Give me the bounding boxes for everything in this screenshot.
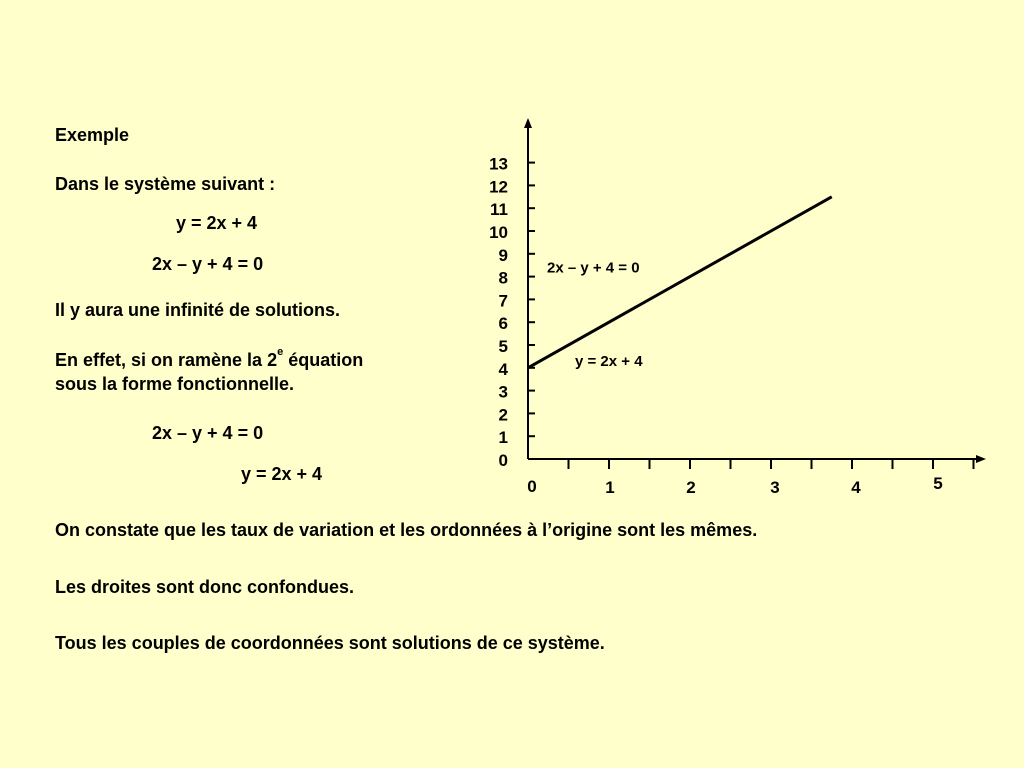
y-tick-label: 9 bbox=[498, 245, 508, 265]
heading: Exemple bbox=[55, 125, 130, 145]
transform-equation-2: y = 2x + 4 bbox=[241, 464, 323, 484]
y-tick-label: 8 bbox=[498, 268, 508, 288]
transform-equation-1: 2x – y + 4 = 0 bbox=[152, 423, 264, 443]
y-tick-label: 12 bbox=[489, 177, 508, 197]
x-tick-label: 5 bbox=[933, 474, 943, 493]
line-annotation: y = 2x + 4 bbox=[575, 352, 643, 370]
x-tick-label: 4 bbox=[851, 478, 861, 497]
x-axis-arrow bbox=[976, 455, 986, 463]
y-tick-label: 6 bbox=[498, 314, 508, 334]
effect-text-part1: En effet, si on ramène la 2 bbox=[55, 350, 278, 370]
y-tick-label: 7 bbox=[498, 291, 508, 311]
conclusion-text-1: On constate que les taux de variation et les ordonnées à l’origine sont les mêmes. bbox=[55, 520, 758, 540]
y-tick-label: 1 bbox=[498, 428, 508, 448]
y-tick-label: 13 bbox=[489, 154, 508, 174]
x-tick-label: 0 bbox=[527, 477, 537, 496]
intro-text: Dans le système suivant : bbox=[55, 174, 276, 194]
y-axis-arrow bbox=[524, 118, 532, 128]
x-tick-label: 2 bbox=[686, 478, 696, 497]
conclusion-text-2: Les droites sont donc confondues. bbox=[55, 577, 355, 597]
effect-text-superscript: e bbox=[277, 346, 284, 358]
y-tick-label: 2 bbox=[498, 405, 508, 425]
y-tick-label: 0 bbox=[498, 451, 508, 470]
x-tick-label: 3 bbox=[770, 478, 780, 497]
system-equation-1: y = 2x + 4 bbox=[176, 213, 258, 233]
system-equation-2: 2x – y + 4 = 0 bbox=[152, 254, 264, 274]
series-line bbox=[528, 197, 832, 368]
y-tick-label: 4 bbox=[498, 359, 508, 379]
x-tick-label: 1 bbox=[605, 478, 615, 497]
effect-text-part2: équation bbox=[283, 350, 364, 370]
line-annotation: 2x – y + 4 = 0 bbox=[547, 259, 640, 277]
y-tick-label: 11 bbox=[490, 200, 508, 220]
y-tick-label: 10 bbox=[489, 223, 508, 242]
effect-text-line2: sous la forme fonctionnelle. bbox=[55, 374, 295, 394]
y-tick-label: 5 bbox=[498, 337, 508, 356]
conclusion-text-3: Tous les couples de coordonnées sont solutions de ce système. bbox=[55, 633, 605, 653]
y-tick-label: 3 bbox=[498, 382, 508, 402]
infinite-solutions-text: Il y aura une infinité de solutions. bbox=[55, 300, 341, 320]
